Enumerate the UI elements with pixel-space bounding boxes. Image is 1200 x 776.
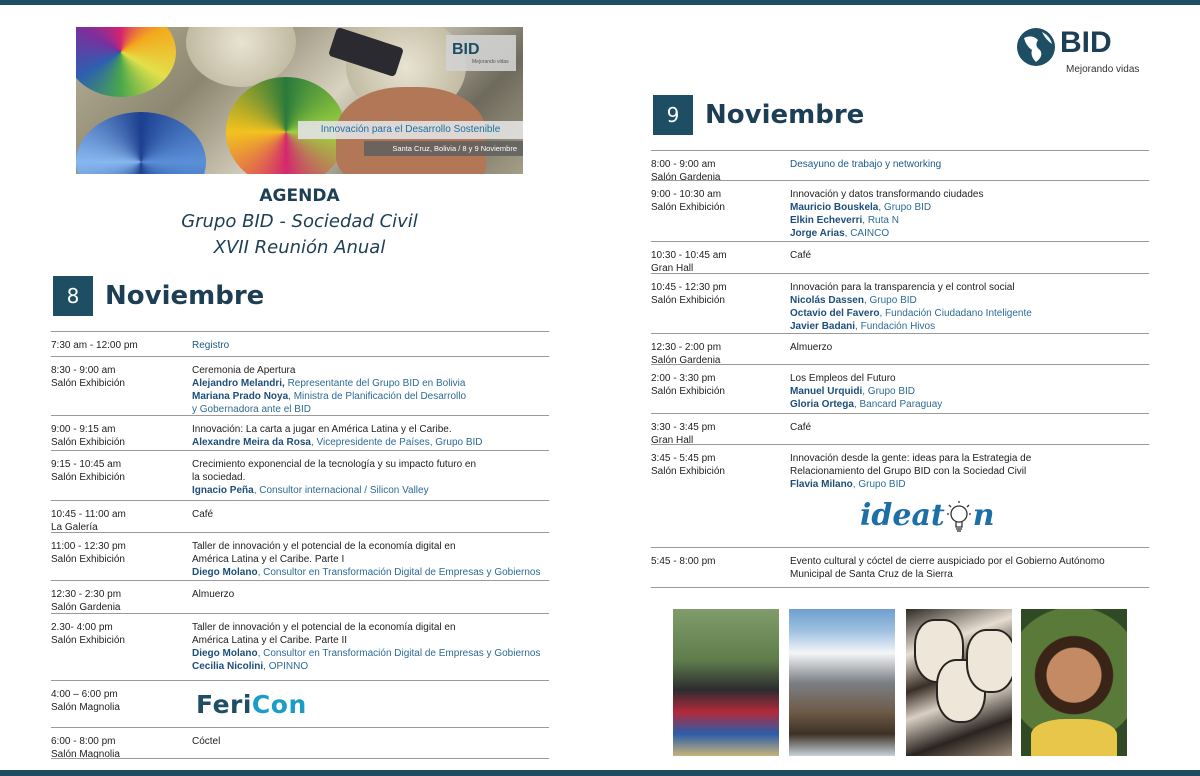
row-time bbox=[51, 621, 125, 647]
agenda-row bbox=[651, 273, 1149, 274]
speaker bbox=[192, 484, 552, 497]
ideaton-logo: ideat n bbox=[860, 498, 995, 533]
speaker-affiliation: , Consultor en Transformación Digital de Empresas y Gobiernos bbox=[257, 648, 541, 659]
speaker bbox=[192, 566, 552, 579]
row-time-text: 3:45 - 5:45 pm bbox=[651, 453, 716, 464]
row-title: Evento cultural y cóctel de cierre auspiciado por el Gobierno Autónomo bbox=[790, 556, 1105, 567]
woven-star-pattern bbox=[76, 112, 206, 174]
speaker bbox=[790, 385, 1150, 398]
row-description bbox=[192, 364, 552, 416]
row-place: Salón Exhibición bbox=[51, 472, 125, 483]
photo-mountains bbox=[789, 609, 895, 756]
speaker-name: Diego Molano bbox=[192, 567, 258, 578]
speaker-affiliation: , Fundación Hivos bbox=[855, 321, 936, 332]
speaker bbox=[790, 307, 1150, 320]
row-title: Ceremonia de Apertura bbox=[192, 365, 296, 376]
row-time bbox=[651, 372, 725, 398]
row-time-text: 6:00 - 8:00 pm bbox=[51, 736, 116, 747]
day-number: 8 bbox=[53, 276, 93, 316]
agenda-row bbox=[51, 613, 549, 614]
lightbulb-icon bbox=[946, 499, 972, 535]
row-time-text: 2:00 - 3:30 pm bbox=[651, 373, 716, 384]
row-title: Registro bbox=[192, 340, 230, 351]
row-time-text: 10:45 - 12:30 pm bbox=[651, 282, 727, 293]
speaker-affiliation: , Fundación Ciudadano Inteligente bbox=[879, 308, 1032, 319]
agenda-row-end bbox=[51, 758, 549, 759]
row-description bbox=[790, 249, 1150, 262]
row-title-cont: Relacionamiento del Grupo BID con la Sociedad Civil bbox=[790, 466, 1027, 477]
row-time bbox=[51, 458, 125, 484]
speaker bbox=[192, 660, 552, 673]
speaker-affiliation: , Vicepresidente de Países, Grupo BID bbox=[310, 437, 483, 448]
row-time bbox=[651, 249, 727, 275]
agenda-row bbox=[651, 150, 1149, 151]
agenda-title: AGENDA bbox=[259, 186, 340, 206]
row-title: Café bbox=[790, 250, 812, 261]
row-time bbox=[651, 452, 725, 478]
speaker bbox=[192, 390, 552, 403]
agenda-row bbox=[51, 727, 549, 728]
row-description bbox=[192, 458, 552, 497]
agenda-row bbox=[651, 364, 1149, 365]
row-time bbox=[51, 508, 126, 534]
row-description bbox=[790, 281, 1150, 333]
row-time-text: 9:00 - 9:15 am bbox=[51, 424, 116, 435]
row-description bbox=[790, 372, 1150, 411]
speaker-affiliation: , Ministra de Planificación del Desarrollo bbox=[288, 391, 467, 402]
row-title: Almuerzo bbox=[790, 342, 833, 353]
row-time bbox=[51, 588, 121, 614]
day-header-9 bbox=[653, 95, 864, 135]
row-description bbox=[790, 188, 1150, 240]
speaker bbox=[192, 647, 552, 660]
row-time-text: 8:00 - 9:00 am bbox=[651, 159, 716, 170]
speaker-affiliation: , Bancard Paraguay bbox=[853, 399, 943, 410]
bid-logo bbox=[1014, 26, 1154, 82]
row-time-text: 12:30 - 2:30 pm bbox=[51, 589, 122, 600]
agenda-row bbox=[51, 356, 549, 357]
row-title-cont: América Latina y el Caribe. Parte II bbox=[192, 635, 348, 646]
speaker bbox=[790, 294, 1150, 307]
row-time-text: 10:45 - 11:00 am bbox=[51, 509, 126, 520]
speaker bbox=[790, 478, 1150, 491]
agenda-edition: XVII Reunión Anual bbox=[213, 237, 386, 258]
speaker-affiliation: , Ruta N bbox=[862, 215, 899, 226]
speaker-name: Octavio del Favero bbox=[790, 308, 880, 319]
speaker bbox=[790, 201, 1150, 214]
speaker-affiliation: , Grupo BID bbox=[862, 386, 916, 397]
agenda-row bbox=[51, 415, 549, 416]
speaker-name: Elkin Echeverri bbox=[790, 215, 863, 226]
speaker-affiliation: , Grupo BID bbox=[863, 295, 917, 306]
row-time-text: 9:15 - 10:45 am bbox=[51, 459, 122, 470]
row-place: Salón Exhibición bbox=[651, 386, 725, 397]
hero-logo bbox=[446, 35, 516, 71]
row-description bbox=[790, 158, 1150, 171]
row-place: Salón Gardenia bbox=[51, 602, 121, 613]
row-time bbox=[651, 281, 727, 307]
row-title: Taller de innovación y el potencial de la economía digital en bbox=[192, 622, 456, 633]
photo-masks bbox=[906, 609, 1012, 756]
row-title: Café bbox=[192, 509, 214, 520]
speaker-affiliation: , Consultor internacional / Silicon Valley bbox=[253, 485, 429, 496]
row-time-text: 4:00 – 6:00 pm bbox=[51, 689, 118, 700]
row-description bbox=[790, 452, 1150, 491]
row-time-text: 5:45 - 8:00 pm bbox=[651, 556, 716, 567]
globe-icon bbox=[1014, 26, 1058, 68]
speaker bbox=[790, 214, 1150, 227]
row-time bbox=[51, 688, 120, 714]
speaker-affiliation: Representante del Grupo BID en Bolivia bbox=[284, 378, 466, 389]
row-place: Salón Gardenia bbox=[651, 355, 721, 366]
row-title: Innovación desde la gente: ideas para la Estrategia de bbox=[790, 453, 1032, 464]
speaker-affiliation-cont: y Gobernadora ante el BID bbox=[192, 404, 311, 415]
row-time bbox=[51, 339, 138, 352]
agenda-row bbox=[51, 580, 549, 581]
agenda-row bbox=[51, 680, 549, 681]
row-place: Salón Exhibición bbox=[651, 295, 725, 306]
agenda-row bbox=[51, 331, 549, 332]
hero-logo-sub: Mejorando vidas bbox=[472, 59, 509, 65]
hero-tagline: Innovación para el Desarrollo Sostenible bbox=[298, 121, 523, 139]
row-place: Salón Gardenia bbox=[651, 172, 721, 183]
row-description bbox=[192, 588, 552, 601]
photo-girl bbox=[1021, 609, 1127, 756]
speaker-name: Gloria Ortega bbox=[790, 399, 854, 410]
row-description bbox=[192, 735, 552, 748]
hero-location: Santa Cruz, Bolivia / 8 y 9 Noviembre bbox=[364, 141, 523, 156]
row-title: Innovación: La carta a jugar en América Latina y el Caribe. bbox=[192, 424, 452, 435]
agenda-row bbox=[51, 450, 549, 451]
row-title-cont: Municipal de Santa Cruz de la Sierra bbox=[790, 569, 953, 580]
row-title: Innovación para la transparencia y el control social bbox=[790, 282, 1015, 293]
row-time bbox=[651, 188, 725, 214]
row-time-text: 2.30- 4:00 pm bbox=[51, 622, 113, 633]
woven-star-pattern bbox=[76, 27, 176, 97]
row-time bbox=[651, 555, 715, 568]
agenda-row bbox=[651, 241, 1149, 242]
agenda-row bbox=[51, 500, 549, 501]
day-name: Noviembre bbox=[105, 281, 265, 311]
agenda-row-end bbox=[651, 587, 1149, 588]
row-description bbox=[790, 421, 1150, 434]
row-place: Salón Exhibición bbox=[651, 202, 725, 213]
agenda-row bbox=[51, 532, 549, 533]
mask bbox=[966, 629, 1012, 693]
speaker-name: Mariana Prado Noya bbox=[192, 391, 289, 402]
speaker-name: Alejandro Melandri, bbox=[192, 378, 285, 389]
row-time bbox=[51, 423, 125, 449]
row-description bbox=[192, 339, 552, 352]
speaker bbox=[790, 398, 1150, 411]
row-place: Salón Exhibición bbox=[51, 378, 125, 389]
speaker bbox=[192, 377, 552, 390]
row-place: Gran Hall bbox=[651, 263, 694, 274]
row-description bbox=[192, 508, 552, 521]
row-place: La Galería bbox=[51, 522, 98, 533]
hero-logo-text: BID bbox=[452, 41, 480, 58]
row-description bbox=[192, 423, 552, 449]
row-place: Salón Exhibición bbox=[51, 554, 125, 565]
row-time-text: 9:00 - 10:30 am bbox=[651, 189, 722, 200]
row-place: Salón Exhibición bbox=[651, 466, 725, 477]
row-title: Cóctel bbox=[192, 736, 221, 747]
speaker-name: Cecilia Nicolini bbox=[192, 661, 264, 672]
speaker-affiliation: , CAINCO bbox=[844, 228, 890, 239]
row-title: Desayuno de trabajo y networking bbox=[790, 159, 942, 170]
row-time-text: 3:30 - 3:45 pm bbox=[651, 422, 716, 433]
speaker-affiliation: , Consultor en Transformación Digital de Empresas y Gobiernos bbox=[257, 567, 541, 578]
row-title-cont: la sociedad. bbox=[192, 472, 246, 483]
speaker-name: Diego Molano bbox=[192, 648, 258, 659]
photo-dancers bbox=[673, 609, 779, 756]
speaker-name: Flavia Milano bbox=[790, 479, 853, 490]
speaker-name: Alexandre Meira da Rosa bbox=[192, 437, 311, 448]
row-title: Los Empleos del Futuro bbox=[790, 373, 896, 384]
speaker-name: Manuel Urquidi bbox=[790, 386, 863, 397]
fericon-logo: FeriCon bbox=[196, 690, 307, 719]
speaker bbox=[192, 436, 552, 449]
row-place: Salón Magnolia bbox=[51, 749, 120, 760]
row-description bbox=[192, 540, 552, 579]
row-title: Café bbox=[790, 422, 812, 433]
row-description bbox=[192, 621, 552, 673]
day-number: 9 bbox=[653, 95, 693, 135]
row-time bbox=[51, 540, 126, 566]
hero-banner bbox=[76, 27, 523, 174]
speaker-affiliation: , OPINNO bbox=[263, 661, 309, 672]
speaker bbox=[790, 227, 1150, 240]
day-header-8 bbox=[53, 276, 264, 316]
row-place: Salón Magnolia bbox=[51, 702, 120, 713]
row-time-text: 8:30 - 9:00 am bbox=[51, 365, 116, 376]
row-place: Salón Exhibición bbox=[51, 635, 125, 646]
agenda-row bbox=[651, 413, 1149, 414]
row-time-text: 11:00 - 12:30 pm bbox=[51, 541, 126, 552]
logo-text: BID bbox=[1060, 26, 1112, 59]
row-time-text: 7:30 am - 12:00 pm bbox=[51, 340, 138, 351]
row-title-cont: América Latina y el Caribe. Parte I bbox=[192, 554, 345, 565]
agenda-row bbox=[651, 180, 1149, 181]
top-border bbox=[0, 0, 1200, 5]
row-description bbox=[790, 341, 1150, 354]
speaker-name: Ignacio Peña bbox=[192, 485, 254, 496]
row-time-text: 10:30 - 10:45 am bbox=[651, 250, 727, 261]
row-time bbox=[51, 364, 125, 390]
logo-subtitle: Mejorando vidas bbox=[1066, 64, 1140, 75]
speaker-name: Mauricio Bouskela bbox=[790, 202, 879, 213]
row-title: Taller de innovación y el potencial de la economía digital en bbox=[192, 541, 456, 552]
speaker-affiliation: , Grupo BID bbox=[878, 202, 932, 213]
speaker-name: Javier Badani bbox=[790, 321, 856, 332]
row-title: Almuerzo bbox=[192, 589, 235, 600]
speaker-name: Nicolás Dassen bbox=[790, 295, 864, 306]
speaker-affiliation: , Grupo BID bbox=[852, 479, 906, 490]
speaker bbox=[790, 320, 1150, 333]
row-title: Crecimiento exponencial de la tecnología y su impacto futuro en bbox=[192, 459, 477, 470]
row-description bbox=[790, 555, 1150, 581]
row-place: Gran Hall bbox=[651, 435, 694, 446]
speaker-name: Jorge Arias bbox=[790, 228, 845, 239]
row-title: Innovación y datos transformando ciudades bbox=[790, 189, 984, 200]
agenda-subtitle: Grupo BID - Sociedad Civil bbox=[181, 211, 418, 232]
bottom-border bbox=[0, 770, 1200, 776]
agenda-row bbox=[651, 444, 1149, 445]
row-place: Salón Exhibición bbox=[51, 437, 125, 448]
agenda-row bbox=[651, 547, 1149, 548]
agenda-row bbox=[651, 333, 1149, 334]
row-time-text: 12:30 - 2:00 pm bbox=[651, 342, 722, 353]
day-name: Noviembre bbox=[705, 100, 865, 130]
